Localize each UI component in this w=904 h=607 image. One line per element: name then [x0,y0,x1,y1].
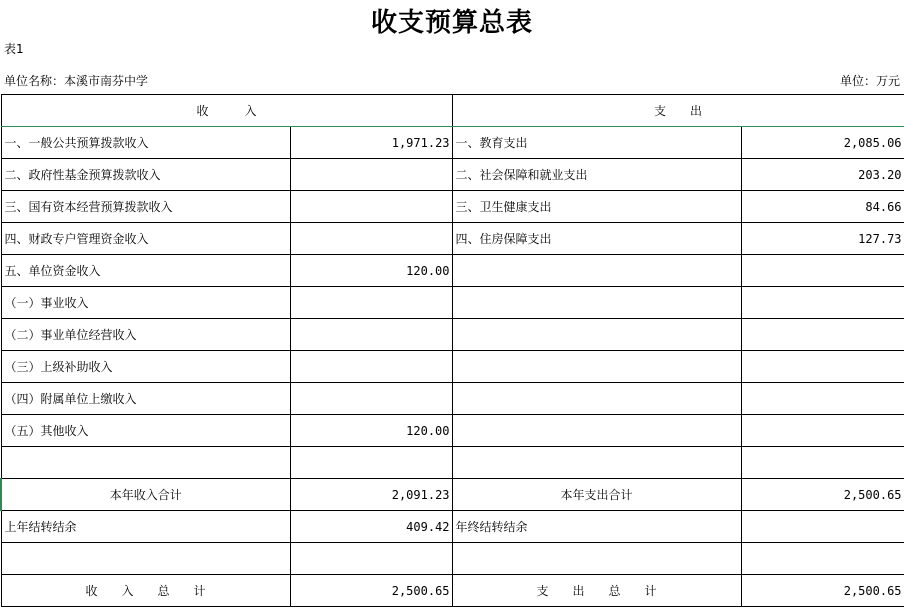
income-item-label: （四）附属单位上缴收入 [1,383,290,415]
table-row [1,127,904,159]
expense-item-value [741,383,904,415]
income-item-label: （五）其他收入 [1,415,290,447]
expense-item-value [741,447,904,479]
income-item-label: （二）事业单位经营收入 [1,319,290,351]
expense-header: 支 出 [452,95,904,127]
income-item-value [290,447,452,479]
expense-grand-total-value: 2,500.65 [741,575,904,607]
expense-item-label [452,255,741,287]
income-item-label: 三、国有资本经营预算拨款收入 [1,191,290,223]
currency-unit: 单位：万元 [839,74,900,88]
income-item-label: 二、政府性基金预算拨款收入 [1,159,290,191]
expense-item-label [452,351,741,383]
expense-item-value [741,415,904,447]
annual-expense-total-value: 2,500.65 [741,479,904,511]
income-item-label: （一）事业收入 [1,287,290,319]
expense-item-label [452,447,741,479]
blank-cell [1,543,290,575]
budget-summary-table [0,94,904,607]
income-item-value: 120.00 [290,415,452,447]
table-row [1,255,904,287]
income-item-value [290,383,452,415]
expense-item-label: 二、社会保障和就业支出 [452,159,741,191]
table-row [1,159,904,191]
income-item-value: 1,971.23 [290,127,452,159]
income-item-value [290,351,452,383]
expense-item-label: 四、住房保障支出 [452,223,741,255]
table-row [1,351,904,383]
unit-name: 单位名称：本溪市南芬中学 [4,74,149,88]
income-item-label: 一、一般公共预算拨款收入 [1,127,290,159]
expense-item-value: 84.66 [741,191,904,223]
table-row [1,223,904,255]
year-end-carryover-label: 年终结转结余 [452,511,741,543]
annual-total-row [1,479,904,511]
expense-item-label [452,319,741,351]
expense-item-value [741,287,904,319]
expense-item-label [452,415,741,447]
income-item-value [290,223,452,255]
expense-item-value: 203.20 [741,159,904,191]
header-row [1,95,904,127]
income-item-label: 五、单位资金收入 [1,255,290,287]
expense-item-label [452,383,741,415]
expense-item-value [741,255,904,287]
table-row [1,191,904,223]
expense-grand-total-label: 支 出 总 计 [452,575,741,607]
table-row [1,287,904,319]
income-item-value [290,319,452,351]
expense-item-label [452,287,741,319]
year-end-carryover-value [741,511,904,543]
blank-cell [741,543,904,575]
table-row [1,383,904,415]
expense-item-label: 一、教育支出 [452,127,741,159]
annual-expense-total-label: 本年支出合计 [452,479,741,511]
income-grand-total-label: 收 入 总 计 [1,575,290,607]
blank-cell [290,543,452,575]
income-item-label: 四、财政专户管理资金收入 [1,223,290,255]
table-row [1,447,904,479]
annual-income-total-label: 本年收入合计 [1,479,290,511]
income-item-label [1,447,290,479]
expense-item-label: 三、卫生健康支出 [452,191,741,223]
expense-item-value: 127.73 [741,223,904,255]
income-item-label: （三）上级补助收入 [1,351,290,383]
blank-cell [452,543,741,575]
grand-total-row [1,575,904,607]
carryover-row [1,511,904,543]
expense-item-value [741,319,904,351]
expense-item-value [741,351,904,383]
table-row [1,415,904,447]
page-title: 收支预算总表 [370,8,533,38]
income-grand-total-value: 2,500.65 [290,575,452,607]
income-item-value [290,287,452,319]
income-item-value: 120.00 [290,255,452,287]
income-header: 收 入 [1,95,452,127]
table-row [1,319,904,351]
prior-year-carryover-value: 409.42 [290,511,452,543]
table-number: 表1 [4,42,24,56]
income-item-value [290,159,452,191]
expense-item-value: 2,085.06 [741,127,904,159]
annual-income-total-value: 2,091.23 [290,479,452,511]
prior-year-carryover-label: 上年结转结余 [1,511,290,543]
income-item-value [290,191,452,223]
blank-row [1,543,904,575]
